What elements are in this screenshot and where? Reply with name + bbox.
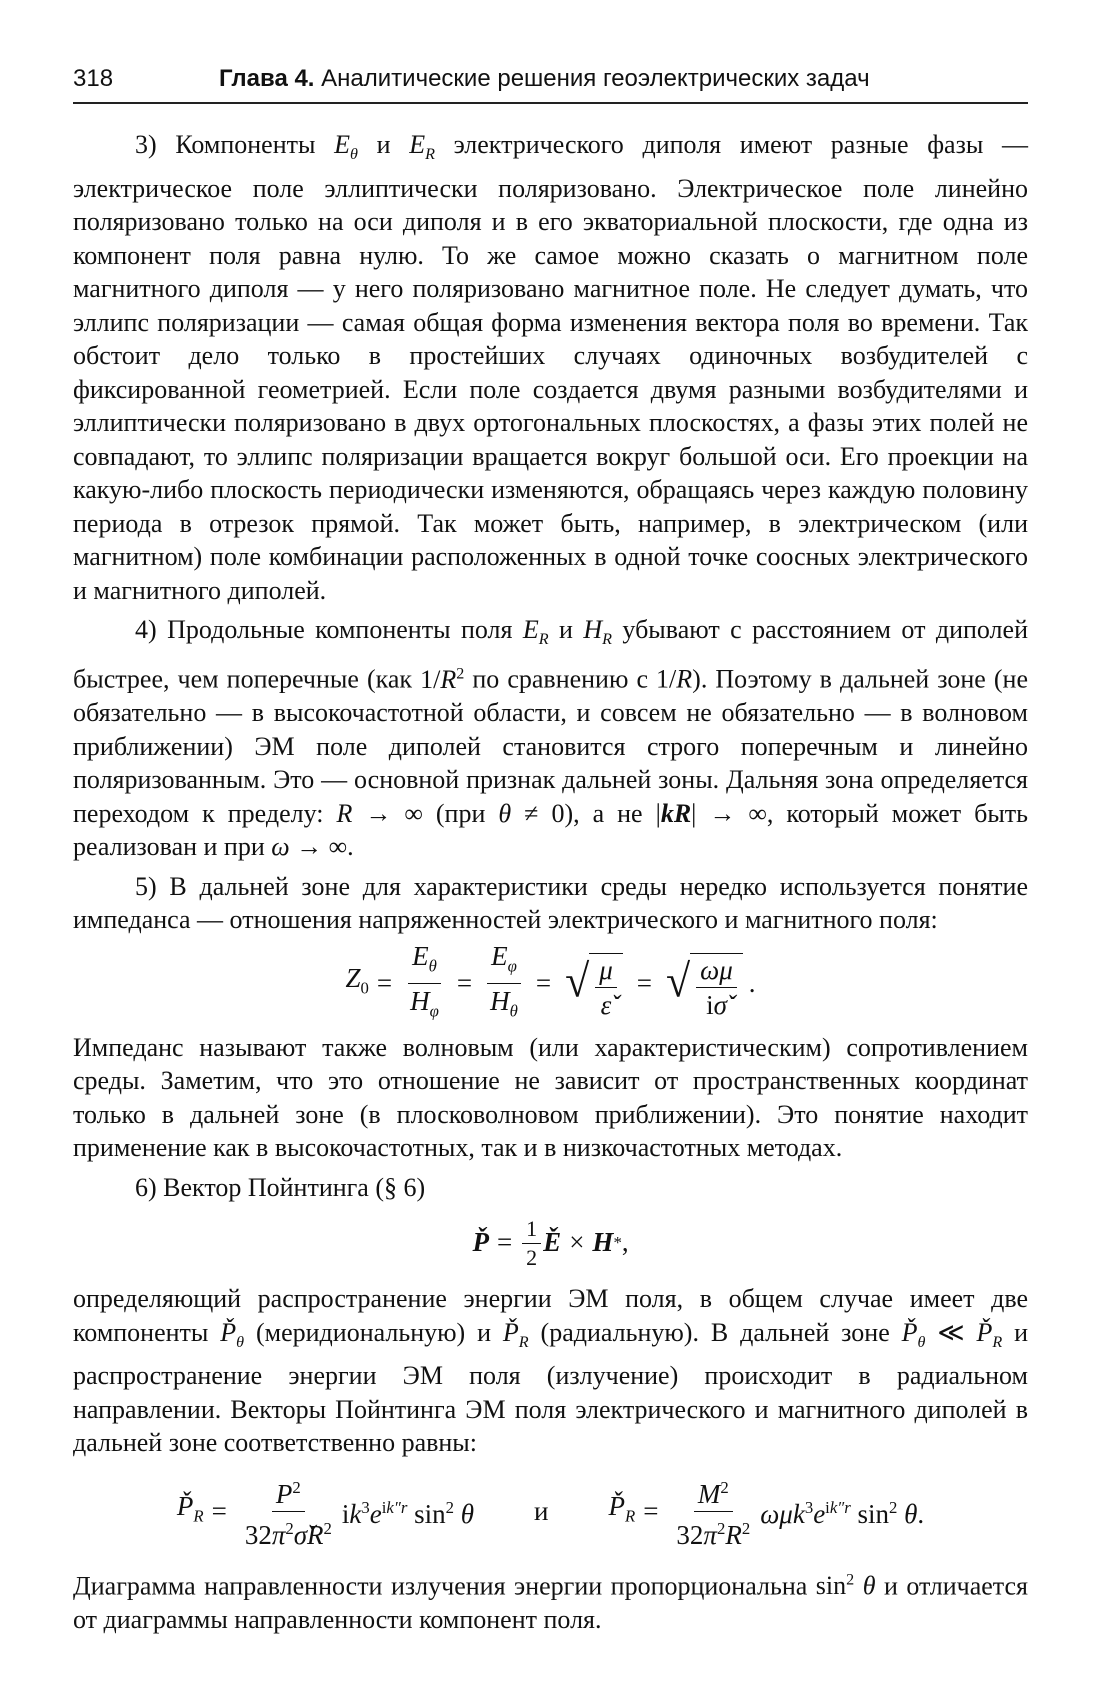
paragraph-text: (при [422,798,499,828]
paragraph-7 [73,1564,1028,1637]
chapter-title-text: Аналитические решения геоэлектрических задач [321,65,870,92]
paragraph-text: 3) Компоненты [135,130,335,159]
paragraph-5 [73,870,1028,937]
formula-p-theta-much-less-p-r: $P̌_\theta$ ≪ $P̌_R$ [901,1317,1003,1351]
and-word: и [534,1495,549,1526]
formula-h-r: $H_R$ [583,615,612,649]
formula-kr-to-infinity: |kR| → ∞ [655,798,767,828]
formula-e-r: $E_R$ [522,615,549,649]
page-body [73,128,1028,1636]
formula-omega-to-infinity: ω → ∞ [271,832,348,862]
formula-p-theta: $P̌_\theta$ [220,1317,245,1351]
formula-p-r: $P̌_R$ [502,1317,529,1351]
paragraph-5-continued [73,1031,1028,1165]
poynting-dipole-formulas: $P̌_R$ = $\frac{P^2}{32\pi^2\sigmǎR^2}$ $ik^3e^{ik''r}$ $\sin^2 \theta$ и $P̌_R$ = $\frac{M^2}{32\pi^2R^2}$ $\omega\mu k^3e^{ik''r}$ $\sin^2 \theta$. [73,1460,1028,1564]
paragraph-text: Диаграмма направленности излучения энергии пропорциональна [73,1571,816,1601]
paragraph-text: и отличается от диаграммы направленности компонент поля. [73,1571,1028,1634]
poynting-formula: P̌ = $\frac{1}{2}$ Ě × H * , [472,1215,629,1270]
paragraph-text: убывают с расстоянием от диполей быстрее, чем поперечные (как [73,615,1028,694]
paragraph-text: по сравнению с [464,664,657,694]
paragraph-text: Импеданс называют также волновым (или характеристическим) сопротивлением среды. Заметим, что это отношение не зависит от пространственных координат только в дальней зоне (в плосковолновом приближении). Это понятие находит применение как в высокочастотных, так и в низкочастотных методах. [73,1032,1028,1163]
paragraph-text: определяющий распространение энергии ЭМ поля, в общем случае имеет две компоненты [73,1284,1028,1347]
formula-sin2-theta: $\sin^2 \theta$ [815,1571,876,1601]
paragraph-text: и [548,615,584,645]
paragraph-text: , который может быть реализован и при [73,798,1029,862]
formula-e-r: $E_R$ [409,130,435,164]
formula-r-to-infinity: R → ∞ [336,798,423,828]
paragraph-3 [73,128,1028,607]
chapter-title [219,62,870,96]
formula-1-over-r2: $1/R^2$ [420,664,465,694]
paragraph-text: (радиальную). В дальней зоне [528,1317,902,1347]
paragraph-6 [73,1171,1028,1205]
paragraph-text: электрического диполя имеют разные фазы — электрическое поле эллиптически поляризовано. Электрическое поле линейно поляризовано только на оси диполя и в его экваториальной плоскости, где одна из компонент поля равна нулю. То же самое можно сказать о магнитном поле магнитного диполя — у него поляризовано магнитное поле. Не следует думать, что эллипс поляризации — самая общая форма изменения вектора поля во времени. Так обстоит дело только в простейших случаях одиночных возбудителей с фиксированной геометрией. Если поле создается двумя разными возбудителями и эллиптически поляризовано в двух ортогональных плоскостях, а фазы этих полей не совпадают, то эллипс поляризации вращается вокруг большой оси. Его проекции на какую-либо плоскость периодически изменяются, обращаясь через каждую половину периода в отрезок прямой. Так может быть, например, в электрическом (или магнитном) поле комбинации расположенных в одной точке соосных электрического и магнитного диполей. [73,130,1029,605]
paragraph-text: . [347,832,354,862]
paragraph-text: и распространение энергии ЭМ поля (излучение) происходит в радиальном направлении. Векторы Пойнтинга ЭМ поля электрического и магнитного диполей в дальней зоне соответственно равны: [73,1317,1028,1458]
impedance-formula: $Z_0$ = $\frac{E_\theta}{H_\varphi}$ = $\frac{E_\varphi}{H_\theta}$ = √ $\frac{\mu}{\varepsiloň}$ = √ $\frac{\omega\mu}{i\sigmǎ}$ . [345,940,756,1021]
paragraph-text: 6) Вектор Пойнтинга (§ 6) [135,1172,426,1202]
chapter-label: Глава 4. [219,65,315,92]
formula-theta-not-zero: θ ≠ 0 [498,798,565,828]
paragraph-text: 5) В дальней зоне для характеристики среды нередко используется понятие импеданса — отношения напряженностей электрического и магнитного поля: [73,871,1028,935]
page-number: 318 [73,65,114,92]
paragraph-text: ). Поэтому в дальней зоне (не обязательно — в высокочастотной области, и совсем не обязательно — в волновом приближении) ЭМ поле диполей становится строго поперечным и линейно поляризованным. Это — основной признак дальней зоны. Дальняя зона определяется переходом к пределу: [73,664,1028,828]
running-head [73,62,1028,96]
formula-e-theta: $E_\theta$ [334,130,358,164]
paragraph-text: и [357,130,410,159]
paragraph-4 [73,613,1028,863]
paragraph-text: ), а не [564,798,656,828]
formula-1-over-r: 1/R [656,664,693,694]
paragraph-text: (меридиональную) и [244,1317,503,1347]
header-rule [73,102,1028,104]
paragraph-6-continued [73,1282,1028,1460]
paragraph-text: 4) Продольные компоненты поля [135,615,523,645]
